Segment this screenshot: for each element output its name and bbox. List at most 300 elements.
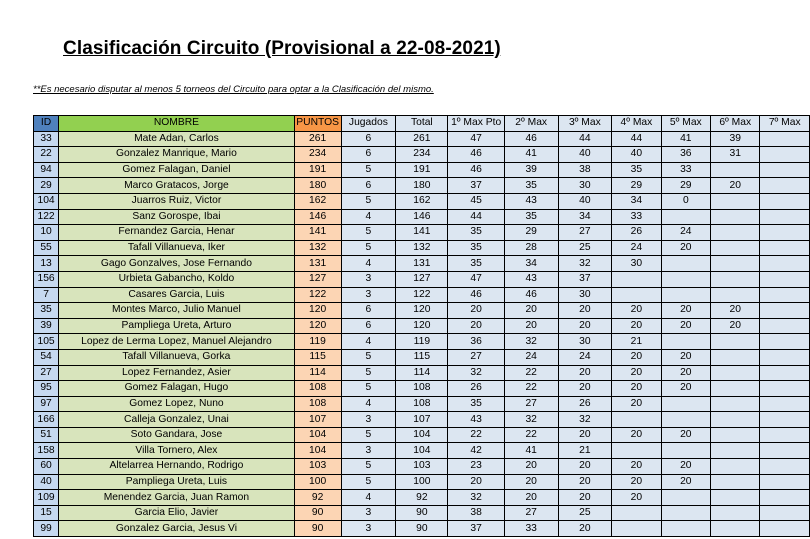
cell-total: 261 <box>396 131 448 147</box>
cell-max7 <box>760 490 810 506</box>
table-row <box>34 490 810 506</box>
cell-max6 <box>711 490 760 506</box>
cell-played: 3 <box>341 505 396 521</box>
cell-max6 <box>711 412 760 428</box>
cell-points: 127 <box>294 271 341 287</box>
cell-max6 <box>711 193 760 209</box>
table-row <box>34 365 810 381</box>
cell-id: 109 <box>34 490 59 506</box>
cell-max2: 20 <box>504 459 558 475</box>
cell-max3: 30 <box>558 178 612 194</box>
cell-played: 3 <box>341 443 396 459</box>
cell-max7 <box>760 225 810 241</box>
cell-points: 104 <box>294 427 341 443</box>
cell-points: 103 <box>294 459 341 475</box>
cell-total: 104 <box>396 427 448 443</box>
cell-max2: 22 <box>504 381 558 397</box>
cell-max4: 20 <box>612 427 661 443</box>
cell-id: 15 <box>34 505 59 521</box>
cell-played: 4 <box>341 490 396 506</box>
table-row <box>34 178 810 194</box>
cell-max1: 38 <box>448 505 504 521</box>
cell-max1: 36 <box>448 334 504 350</box>
cell-total: 103 <box>396 459 448 475</box>
cell-max4 <box>612 521 661 537</box>
cell-max1: 20 <box>448 474 504 490</box>
cell-points: 132 <box>294 240 341 256</box>
cell-max7 <box>760 162 810 178</box>
cell-name: Gomez Lopez, Nuno <box>59 396 295 412</box>
cell-max6 <box>711 427 760 443</box>
cell-points: 146 <box>294 209 341 225</box>
cell-id: 55 <box>34 240 59 256</box>
cell-points: 114 <box>294 365 341 381</box>
table-row <box>34 287 810 303</box>
cell-max7 <box>760 521 810 537</box>
cell-played: 3 <box>341 412 396 428</box>
cell-name: Pampliega Ureta, Arturo <box>59 318 295 334</box>
cell-max4: 29 <box>612 178 661 194</box>
cell-points: 120 <box>294 303 341 319</box>
cell-name: Montes Marco, Julio Manuel <box>59 303 295 319</box>
cell-max3: 25 <box>558 505 612 521</box>
cell-name: Marco Gratacos, Jorge <box>59 178 295 194</box>
cell-max4: 24 <box>612 240 661 256</box>
cell-id: 105 <box>34 334 59 350</box>
cell-points: 92 <box>294 490 341 506</box>
table-row <box>34 256 810 272</box>
cell-max6 <box>711 396 760 412</box>
table-row <box>34 240 810 256</box>
cell-id: 7 <box>34 287 59 303</box>
cell-name: Fernandez Garcia, Henar <box>59 225 295 241</box>
cell-total: 132 <box>396 240 448 256</box>
cell-max4: 30 <box>612 256 661 272</box>
cell-max6 <box>711 209 760 225</box>
cell-max6 <box>711 334 760 350</box>
cell-points: 90 <box>294 505 341 521</box>
cell-name: Mate Adan, Carlos <box>59 131 295 147</box>
cell-max4: 33 <box>612 209 661 225</box>
cell-name: Gonzalez Manrique, Mario <box>59 147 295 163</box>
cell-max1: 42 <box>448 443 504 459</box>
cell-max7 <box>760 131 810 147</box>
cell-max1: 22 <box>448 427 504 443</box>
cell-max4: 20 <box>612 365 661 381</box>
cell-max3: 20 <box>558 490 612 506</box>
cell-max7 <box>760 193 810 209</box>
cell-name: Juarros Ruiz, Victor <box>59 193 295 209</box>
cell-max1: 27 <box>448 349 504 365</box>
cell-max4 <box>612 412 661 428</box>
cell-max5 <box>661 334 710 350</box>
cell-max1: 47 <box>448 131 504 147</box>
cell-total: 122 <box>396 287 448 303</box>
cell-id: 166 <box>34 412 59 428</box>
cell-id: 122 <box>34 209 59 225</box>
cell-total: 180 <box>396 178 448 194</box>
cell-total: 104 <box>396 443 448 459</box>
header-id: ID <box>34 116 59 132</box>
table-row <box>34 162 810 178</box>
cell-points: 100 <box>294 474 341 490</box>
cell-max3: 32 <box>558 412 612 428</box>
table-row <box>34 349 810 365</box>
cell-max1: 32 <box>448 365 504 381</box>
cell-max6: 31 <box>711 147 760 163</box>
table-row <box>34 427 810 443</box>
cell-max1: 26 <box>448 381 504 397</box>
cell-max6: 39 <box>711 131 760 147</box>
header-points: PUNTOS <box>294 116 341 132</box>
cell-played: 6 <box>341 303 396 319</box>
cell-name: Gonzalez Garcia, Jesus Vi <box>59 521 295 537</box>
header-max2: 2º Max <box>504 116 558 132</box>
cell-max2: 20 <box>504 318 558 334</box>
cell-max4: 40 <box>612 147 661 163</box>
table-row <box>34 334 810 350</box>
cell-max4: 26 <box>612 225 661 241</box>
cell-max4: 20 <box>612 396 661 412</box>
cell-max5 <box>661 396 710 412</box>
cell-total: 115 <box>396 349 448 365</box>
cell-max5: 36 <box>661 147 710 163</box>
cell-max6 <box>711 240 760 256</box>
cell-max5: 20 <box>661 459 710 475</box>
cell-max3: 32 <box>558 256 612 272</box>
cell-name: Lopez de Lerma Lopez, Manuel Alejandro <box>59 334 295 350</box>
cell-max7 <box>760 381 810 397</box>
cell-max4: 20 <box>612 474 661 490</box>
cell-max2: 41 <box>504 147 558 163</box>
header-max1: 1º Max Pto <box>448 116 504 132</box>
cell-played: 5 <box>341 162 396 178</box>
cell-max4 <box>612 443 661 459</box>
cell-max2: 20 <box>504 303 558 319</box>
cell-max5 <box>661 505 710 521</box>
cell-id: 94 <box>34 162 59 178</box>
cell-max3: 44 <box>558 131 612 147</box>
cell-played: 5 <box>341 459 396 475</box>
cell-total: 119 <box>396 334 448 350</box>
cell-played: 6 <box>341 147 396 163</box>
table-body <box>34 131 810 536</box>
cell-max1: 32 <box>448 490 504 506</box>
cell-max6 <box>711 381 760 397</box>
cell-max4: 35 <box>612 162 661 178</box>
cell-max5: 41 <box>661 131 710 147</box>
cell-played: 5 <box>341 381 396 397</box>
cell-max1: 45 <box>448 193 504 209</box>
header-name: NOMBRE <box>59 116 295 132</box>
cell-max5: 24 <box>661 225 710 241</box>
cell-max3: 40 <box>558 193 612 209</box>
cell-points: 122 <box>294 287 341 303</box>
cell-max4: 21 <box>612 334 661 350</box>
cell-total: 146 <box>396 209 448 225</box>
cell-max2: 46 <box>504 287 558 303</box>
cell-max2: 32 <box>504 334 558 350</box>
table-row <box>34 381 810 397</box>
standings-table <box>33 115 810 537</box>
cell-id: 29 <box>34 178 59 194</box>
cell-max5 <box>661 209 710 225</box>
cell-max7 <box>760 240 810 256</box>
cell-played: 5 <box>341 240 396 256</box>
cell-name: Tafall Villanueva, Gorka <box>59 349 295 365</box>
cell-id: 22 <box>34 147 59 163</box>
cell-points: 115 <box>294 349 341 365</box>
cell-max2: 35 <box>504 209 558 225</box>
cell-max5 <box>661 443 710 459</box>
cell-points: 141 <box>294 225 341 241</box>
cell-max4 <box>612 271 661 287</box>
cell-max7 <box>760 443 810 459</box>
cell-max7 <box>760 178 810 194</box>
table-row <box>34 412 810 428</box>
cell-max2: 27 <box>504 505 558 521</box>
cell-total: 90 <box>396 521 448 537</box>
header-total: Total <box>396 116 448 132</box>
cell-max2: 20 <box>504 474 558 490</box>
table-row <box>34 443 810 459</box>
cell-played: 6 <box>341 178 396 194</box>
cell-played: 4 <box>341 334 396 350</box>
cell-name: Pampliega Ureta, Luis <box>59 474 295 490</box>
cell-max1: 46 <box>448 287 504 303</box>
cell-max2: 20 <box>504 490 558 506</box>
cell-max2: 32 <box>504 412 558 428</box>
cell-max6 <box>711 225 760 241</box>
header-max7: 7º Max <box>760 116 810 132</box>
cell-max3: 30 <box>558 334 612 350</box>
cell-total: 162 <box>396 193 448 209</box>
eligibility-note: **Es necesario disputar al menos 5 torneos del Circuito para optar a la Clasificación del mismo. <box>33 84 434 95</box>
cell-max3: 26 <box>558 396 612 412</box>
cell-max2: 24 <box>504 349 558 365</box>
cell-points: 120 <box>294 318 341 334</box>
cell-max5: 29 <box>661 178 710 194</box>
cell-points: 108 <box>294 396 341 412</box>
cell-played: 3 <box>341 521 396 537</box>
cell-total: 120 <box>396 318 448 334</box>
cell-max7 <box>760 349 810 365</box>
cell-max3: 38 <box>558 162 612 178</box>
cell-name: Menendez Garcia, Juan Ramon <box>59 490 295 506</box>
cell-max1: 23 <box>448 459 504 475</box>
page-title: Clasificación Circuito (Provisional a 22-08-2021) <box>63 38 501 59</box>
cell-max5: 20 <box>661 318 710 334</box>
header-max3: 3º Max <box>558 116 612 132</box>
cell-total: 107 <box>396 412 448 428</box>
table-row <box>34 209 810 225</box>
table-row <box>34 318 810 334</box>
cell-played: 5 <box>341 427 396 443</box>
header-played: Jugados <box>341 116 396 132</box>
cell-points: 234 <box>294 147 341 163</box>
cell-total: 100 <box>396 474 448 490</box>
cell-max5 <box>661 412 710 428</box>
cell-max3: 24 <box>558 349 612 365</box>
cell-points: 104 <box>294 443 341 459</box>
cell-max7 <box>760 271 810 287</box>
cell-total: 191 <box>396 162 448 178</box>
header-max4: 4º Max <box>612 116 661 132</box>
cell-played: 4 <box>341 396 396 412</box>
cell-id: 27 <box>34 365 59 381</box>
cell-max3: 34 <box>558 209 612 225</box>
cell-total: 92 <box>396 490 448 506</box>
cell-id: 54 <box>34 349 59 365</box>
cell-id: 51 <box>34 427 59 443</box>
cell-max4: 20 <box>612 381 661 397</box>
cell-played: 6 <box>341 131 396 147</box>
cell-max3: 21 <box>558 443 612 459</box>
cell-id: 33 <box>34 131 59 147</box>
cell-points: 119 <box>294 334 341 350</box>
cell-max7 <box>760 334 810 350</box>
cell-total: 90 <box>396 505 448 521</box>
cell-max3: 30 <box>558 287 612 303</box>
cell-max2: 35 <box>504 178 558 194</box>
cell-max6 <box>711 459 760 475</box>
cell-max7 <box>760 459 810 475</box>
cell-name: Urbieta Gabancho, Koldo <box>59 271 295 287</box>
cell-max2: 27 <box>504 396 558 412</box>
cell-id: 97 <box>34 396 59 412</box>
cell-max7 <box>760 365 810 381</box>
cell-max5: 20 <box>661 349 710 365</box>
cell-max3: 20 <box>558 427 612 443</box>
cell-max6: 20 <box>711 318 760 334</box>
cell-max5: 20 <box>661 303 710 319</box>
cell-max7 <box>760 209 810 225</box>
cell-max6 <box>711 521 760 537</box>
cell-id: 104 <box>34 193 59 209</box>
cell-total: 108 <box>396 396 448 412</box>
cell-played: 4 <box>341 256 396 272</box>
table-row <box>34 131 810 147</box>
cell-played: 5 <box>341 365 396 381</box>
cell-max1: 35 <box>448 256 504 272</box>
cell-max2: 39 <box>504 162 558 178</box>
cell-max3: 20 <box>558 365 612 381</box>
cell-max4: 20 <box>612 490 661 506</box>
cell-played: 5 <box>341 474 396 490</box>
cell-max5 <box>661 490 710 506</box>
cell-max3: 20 <box>558 318 612 334</box>
header-max5: 5º Max <box>661 116 710 132</box>
cell-max5 <box>661 256 710 272</box>
cell-id: 39 <box>34 318 59 334</box>
cell-max1: 43 <box>448 412 504 428</box>
cell-max2: 28 <box>504 240 558 256</box>
cell-max2: 43 <box>504 271 558 287</box>
cell-total: 127 <box>396 271 448 287</box>
cell-max3: 20 <box>558 521 612 537</box>
cell-total: 131 <box>396 256 448 272</box>
cell-played: 5 <box>341 193 396 209</box>
cell-max2: 22 <box>504 427 558 443</box>
cell-played: 5 <box>341 225 396 241</box>
cell-max3: 25 <box>558 240 612 256</box>
cell-played: 4 <box>341 209 396 225</box>
cell-max5: 20 <box>661 240 710 256</box>
cell-max3: 37 <box>558 271 612 287</box>
cell-total: 141 <box>396 225 448 241</box>
cell-id: 95 <box>34 381 59 397</box>
cell-max4 <box>612 505 661 521</box>
cell-points: 90 <box>294 521 341 537</box>
cell-played: 6 <box>341 318 396 334</box>
table-row <box>34 396 810 412</box>
cell-max4 <box>612 287 661 303</box>
cell-max7 <box>760 474 810 490</box>
cell-points: 162 <box>294 193 341 209</box>
cell-played: 3 <box>341 271 396 287</box>
cell-max4: 20 <box>612 349 661 365</box>
cell-max4: 20 <box>612 459 661 475</box>
cell-name: Gago Gonzalves, Jose Fernando <box>59 256 295 272</box>
cell-max4: 34 <box>612 193 661 209</box>
cell-points: 261 <box>294 131 341 147</box>
cell-max1: 46 <box>448 147 504 163</box>
cell-max3: 20 <box>558 303 612 319</box>
cell-max7 <box>760 256 810 272</box>
cell-max1: 20 <box>448 303 504 319</box>
table-row <box>34 271 810 287</box>
cell-id: 158 <box>34 443 59 459</box>
cell-max2: 33 <box>504 521 558 537</box>
cell-max6 <box>711 505 760 521</box>
cell-max3: 20 <box>558 459 612 475</box>
cell-max2: 29 <box>504 225 558 241</box>
cell-max1: 35 <box>448 225 504 241</box>
table-row <box>34 474 810 490</box>
cell-max5 <box>661 271 710 287</box>
cell-max5: 20 <box>661 381 710 397</box>
header-row <box>34 116 810 132</box>
cell-total: 234 <box>396 147 448 163</box>
cell-max1: 37 <box>448 178 504 194</box>
cell-name: Sanz Gorospe, Ibai <box>59 209 295 225</box>
header-max6: 6º Max <box>711 116 760 132</box>
cell-max4: 20 <box>612 303 661 319</box>
cell-max7 <box>760 287 810 303</box>
cell-name: Calleja Gonzalez, Unai <box>59 412 295 428</box>
cell-max7 <box>760 505 810 521</box>
cell-max1: 35 <box>448 396 504 412</box>
cell-max7 <box>760 412 810 428</box>
cell-name: Lopez Fernandez, Asier <box>59 365 295 381</box>
cell-name: Gomez Falagan, Daniel <box>59 162 295 178</box>
cell-max6 <box>711 443 760 459</box>
cell-max6 <box>711 349 760 365</box>
cell-id: 13 <box>34 256 59 272</box>
cell-points: 180 <box>294 178 341 194</box>
cell-max4: 20 <box>612 318 661 334</box>
cell-max3: 20 <box>558 474 612 490</box>
table-row <box>34 193 810 209</box>
cell-total: 114 <box>396 365 448 381</box>
cell-name: Soto Gandara, Jose <box>59 427 295 443</box>
cell-max1: 46 <box>448 162 504 178</box>
cell-max5: 33 <box>661 162 710 178</box>
cell-max1: 37 <box>448 521 504 537</box>
cell-points: 107 <box>294 412 341 428</box>
cell-total: 120 <box>396 303 448 319</box>
cell-max1: 20 <box>448 318 504 334</box>
